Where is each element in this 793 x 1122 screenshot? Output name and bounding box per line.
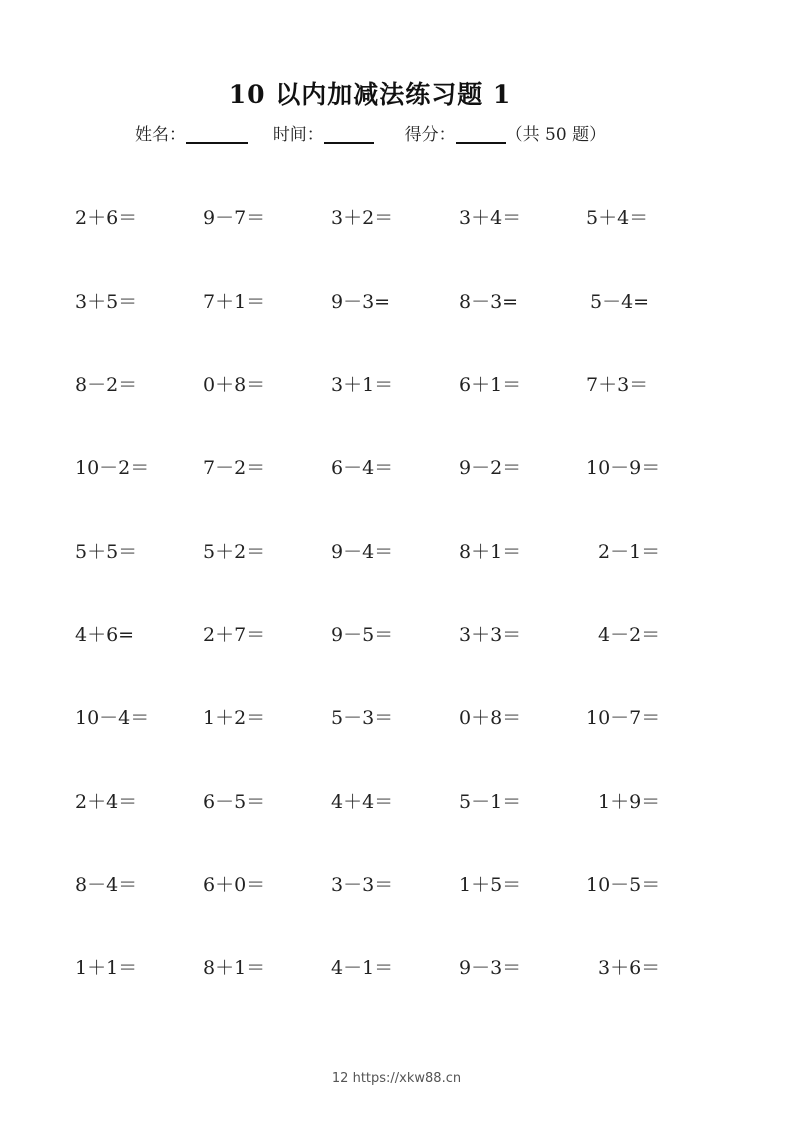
- problem-r5-c5: 2－1＝: [598, 541, 661, 563]
- time-label: 时间：: [272, 125, 324, 145]
- problem-r5-c3: 9－4＝: [331, 541, 394, 563]
- problem-r3-c5: 7＋3＝: [586, 374, 649, 396]
- problem-r10-c2: 8＋1＝: [203, 957, 266, 979]
- problem-r1-c3: 3＋2＝: [331, 207, 394, 229]
- problem-r6-c3: 9－5＝: [331, 624, 394, 646]
- problem-r6-c5: 4－2＝: [598, 624, 661, 646]
- problem-r10-c5: 3＋6＝: [598, 957, 661, 979]
- problem-r4-c4: 9－2＝: [459, 457, 522, 479]
- problem-r2-c3: 9－3=: [331, 291, 391, 313]
- problem-r10-c4: 9－3＝: [459, 957, 522, 979]
- problem-r8-c2: 6－5＝: [203, 791, 266, 813]
- problem-r7-c4: 0＋8＝: [459, 707, 522, 729]
- problem-r1-c2: 9－7＝: [203, 207, 266, 229]
- problem-r9-c4: 1＋5＝: [459, 874, 522, 896]
- problem-r9-c5: 10－5＝: [586, 874, 661, 896]
- problem-r1-c5: 5＋4＝: [586, 207, 649, 229]
- problem-r3-c3: 3＋1＝: [331, 374, 394, 396]
- problem-r8-c5: 1＋9＝: [598, 791, 661, 813]
- problem-r7-c3: 5－3＝: [331, 707, 394, 729]
- problem-r3-c1: 8－2＝: [75, 374, 138, 396]
- problem-r3-c4: 6＋1＝: [459, 374, 522, 396]
- total-count: （共 50 题）: [505, 125, 607, 145]
- problem-r1-c4: 3＋4＝: [459, 207, 522, 229]
- problem-r2-c5: 5－4=: [590, 291, 650, 313]
- time-blank: [324, 124, 374, 144]
- problem-r6-c1: 4＋6=: [75, 624, 135, 646]
- problem-r10-c3: 4－1＝: [331, 957, 394, 979]
- problem-r7-c5: 10－7＝: [586, 707, 661, 729]
- name-blank: [186, 124, 248, 144]
- problem-r9-c3: 3－3＝: [331, 874, 394, 896]
- student-info-line: [135, 120, 606, 145]
- problem-r2-c1: 3＋5＝: [75, 291, 138, 313]
- worksheet-title: 10 以内加减法练习题 1: [228, 80, 512, 109]
- problem-r3-c2: 0＋8＝: [203, 374, 266, 396]
- problem-r4-c3: 6－4＝: [331, 457, 394, 479]
- problem-r4-c5: 10－9＝: [586, 457, 661, 479]
- problem-r4-c1: 10－2＝: [75, 457, 150, 479]
- problem-r7-c1: 10－4＝: [75, 707, 150, 729]
- problem-r2-c4: 8－3=: [459, 291, 519, 313]
- problem-r9-c2: 6＋0＝: [203, 874, 266, 896]
- problem-r5-c2: 5＋2＝: [203, 541, 266, 563]
- problem-r8-c3: 4＋4＝: [331, 791, 394, 813]
- problem-r4-c2: 7－2＝: [203, 457, 266, 479]
- problem-r2-c2: 7＋1＝: [203, 291, 266, 313]
- problem-r10-c1: 1＋1＝: [75, 957, 138, 979]
- problem-r1-c1: 2＋6＝: [75, 207, 138, 229]
- score-label: 得分：: [404, 125, 456, 145]
- score-blank: [456, 124, 506, 144]
- problem-r8-c4: 5－1＝: [459, 791, 522, 813]
- problem-r6-c2: 2＋7＝: [203, 624, 266, 646]
- problem-r7-c2: 1＋2＝: [203, 707, 266, 729]
- problem-r5-c4: 8＋1＝: [459, 541, 522, 563]
- problem-r9-c1: 8－4＝: [75, 874, 138, 896]
- page-footer: 12 https://xkw88.cn: [331, 1071, 462, 1086]
- problem-r8-c1: 2＋4＝: [75, 791, 138, 813]
- problem-r6-c4: 3＋3＝: [459, 624, 522, 646]
- problem-r5-c1: 5＋5＝: [75, 541, 138, 563]
- name-label: 姓名：: [135, 125, 186, 145]
